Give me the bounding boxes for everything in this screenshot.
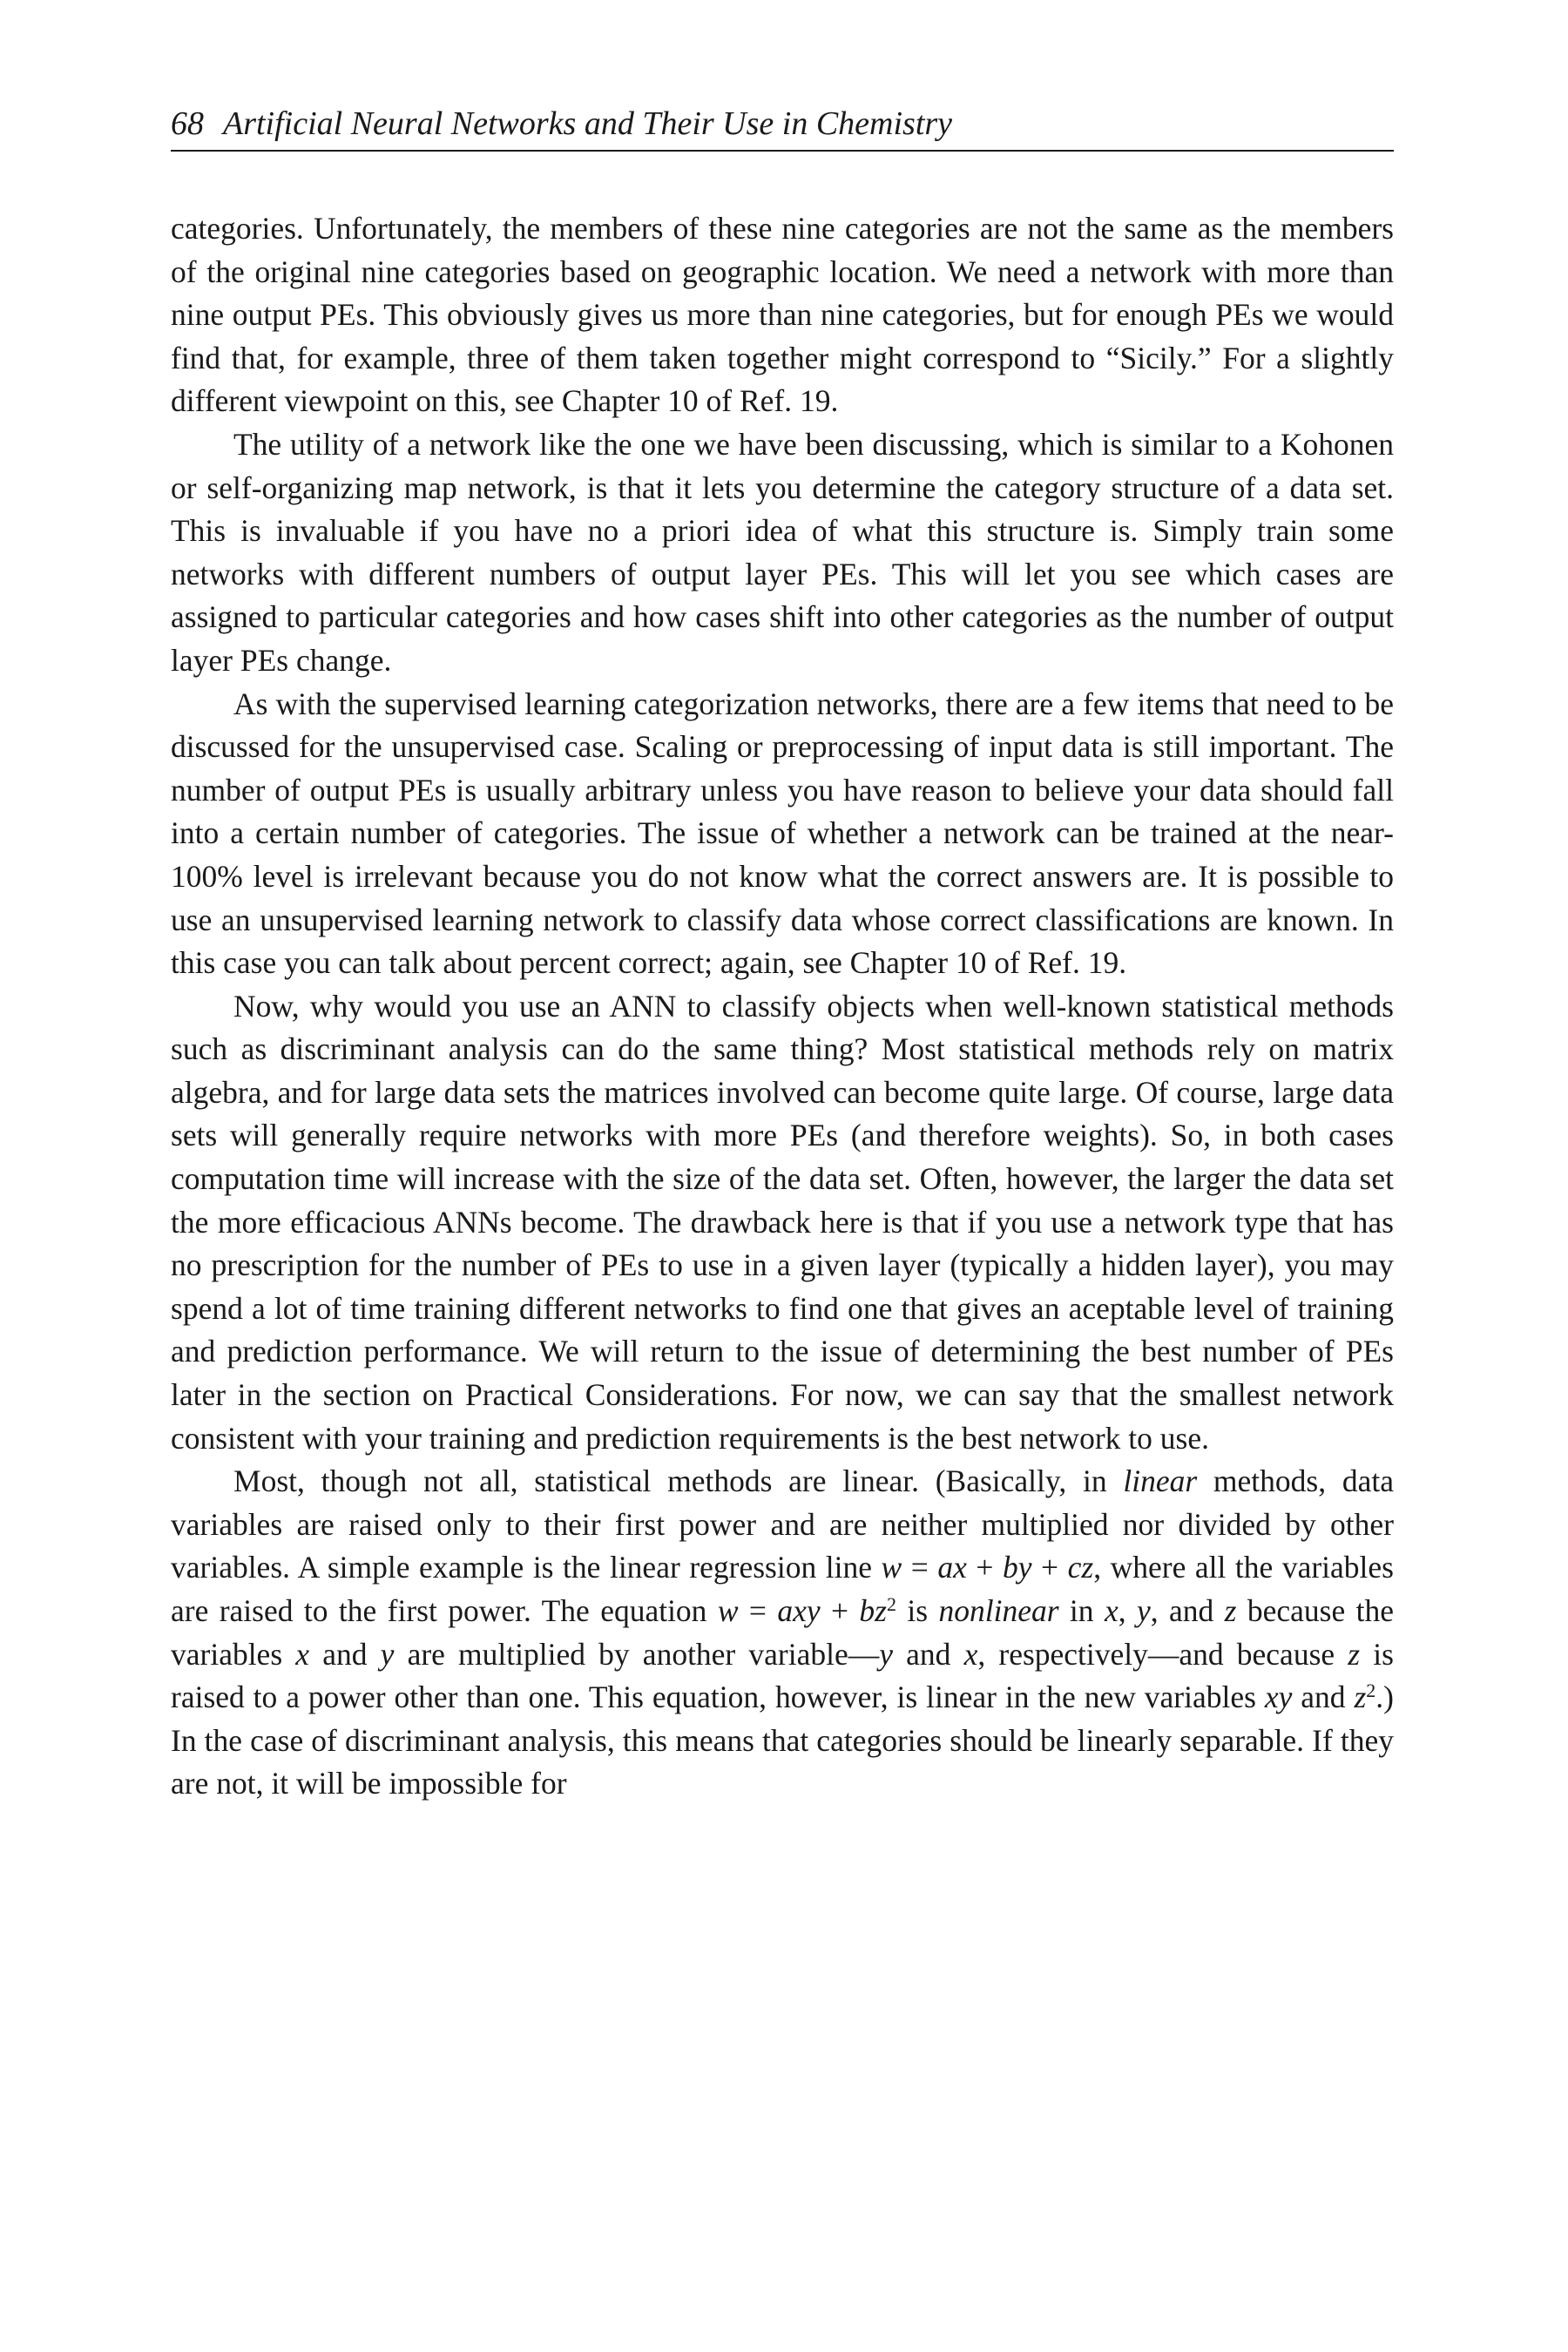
paragraph: Now, why would you use an ANN to classify objects when well-known statistical methods such as discriminant analysis can do the same thing? Most statistical methods rely on matrix algebra, and for large data sets the matrices involved can become quite large. Of course, large data sets will generally require networks with more PEs (and therefore weights). So, in both cases computation time will increase with the size of the data set. Often, however, the larger the data set the more efficacious ANNs become. The drawback here is that if you use a network type that has no prescription for the number of PEs to use in a given layer (typically a hidden layer), you may spend a lot of time training different networks to find one that gives an aceptable level of training and prediction performance. We will return to the issue of determining the best number of PEs later in the section on Practical Considerations. For now, we can say that the smallest network consistent with your training and prediction requirements is the best network to use.: [171, 988, 1394, 1456]
paragraph: Most, though not all, statistical methods are linear. (Basically, in linear methods, data variables are raised only to their first power and are neither multiplied nor divided by other variables. A simple example is the linear regression line w = ax + by + cz, where all the variables are raised to the first power. The equation w = axy + $bz^2$ is nonlinear in x, y, and z because the variables x and y are multiplied by another variable—y and x, respectively—and because z is raised to a power other than one. This equation, however, is linear in the new variables xy and $z^2$.) In the case of discriminant analysis, this means that categories should be linearly separable. If they are not, it will be impossible for: [171, 1463, 1394, 1801]
paragraph: categories. Unfortunately, the members of these nine categories are not the same as the members of the original nine categories based on geographic location. We need a network with more than nine output PEs. This obviously gives us more than nine categories, but for enough PEs we would find that, for example, three of them taken together might correspond to “Sicily.” For a slightly different viewpoint on this, see Chapter 10 of Ref. 19.: [171, 211, 1394, 419]
paragraph: As with the supervised learning categorization networks, there are a few items that need to be discussed for the unsupervised case. Scaling or preprocessing of input data is still important. The number of output PEs is usually arbitrary unless you have reason to believe your data should fall into a certain number of categories. The issue of whether a network can be trained at the near-100% level is irrelevant because you do not know what the correct answers are. It is possible to use an unsupervised learning network to classify data whose correct classifications are known. In this case you can talk about percent correct; again, see Chapter 10 of Ref. 19.: [171, 686, 1394, 981]
running-title: Artificial Neural Networks and Their Use in Chemistry: [223, 105, 953, 142]
running-head: [171, 103, 1394, 152]
paragraph: The utility of a network like the one we have been discussing, which is similar to a Kohonen or self-organizing map network, is that it lets you determine the category structure of a data set. This is invaluable if you have no a priori idea of what this structure is. Simply train some networks with different numbers of output layer PEs. This will let you see which cases are assigned to particular categories and how cases shift into other categories as the number of output layer PEs change.: [171, 426, 1394, 678]
page-number: 68: [171, 105, 204, 142]
body-text: [171, 207, 1394, 1806]
book-page: [171, 103, 1394, 1806]
